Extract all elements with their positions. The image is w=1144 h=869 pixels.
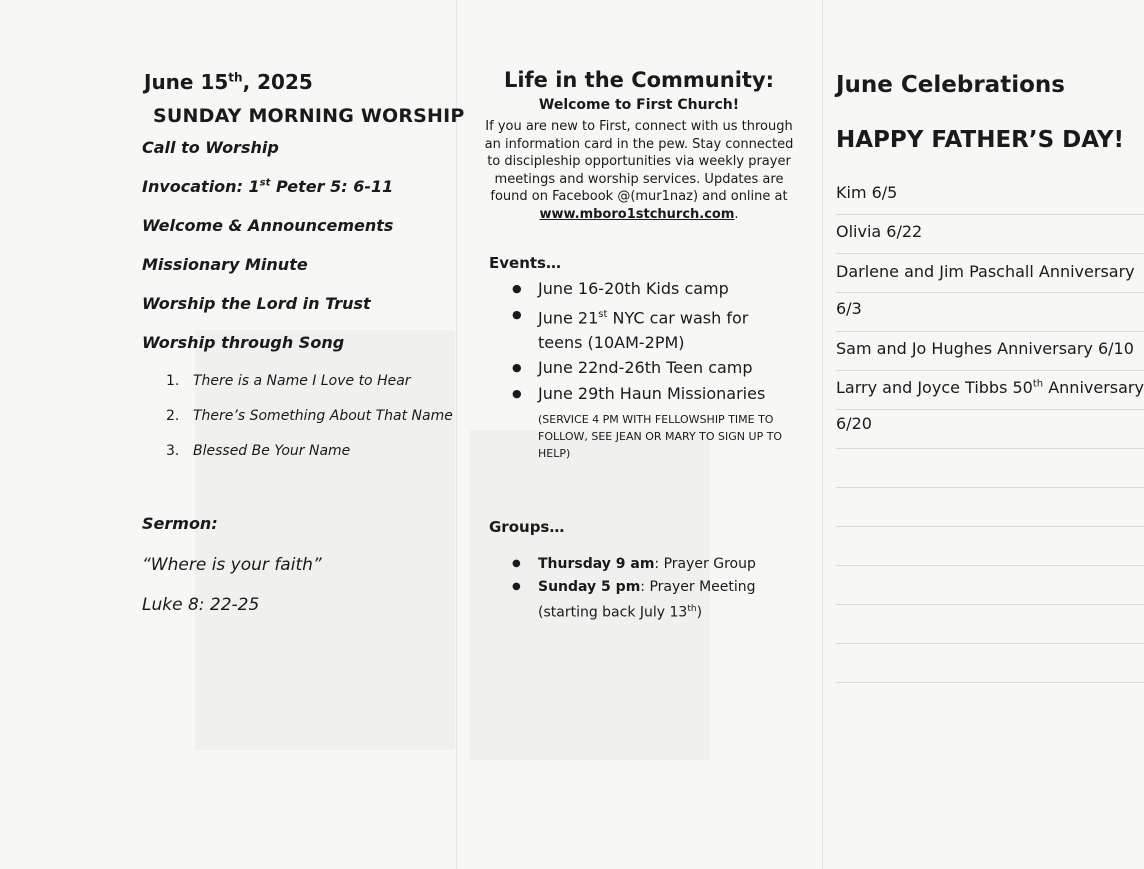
sermon-title: “Where is your faith” (142, 555, 322, 575)
song-heading: Worship through Song (142, 333, 345, 352)
celebration-item: Olivia 6/22 (836, 222, 923, 241)
event-item: ● June 21st NYC car wash for teens (10AM-2PM) (512, 302, 782, 355)
celebration-item: 6/20 (836, 414, 872, 433)
line-divider (836, 370, 1144, 371)
fathers-day-banner: HAPPY FATHER’S DAY! (836, 127, 1125, 153)
missionary-minute: Missionary Minute (142, 255, 308, 274)
worship-trust: Worship the Lord in Trust (142, 294, 371, 313)
line-divider (836, 214, 1144, 215)
invocation: Invocation: 1st Peter 5: 6-11 (142, 177, 394, 196)
bullet-icon: ● (512, 581, 521, 592)
celebration-item: Darlene and Jim Paschall Anniversary (836, 262, 1135, 281)
bullet-icon: ● (512, 558, 521, 569)
call-to-worship: Call to Worship (142, 138, 279, 157)
line-divider (836, 682, 1144, 683)
community-title: Life in the Community: (503, 68, 775, 92)
bleed-through-shadow (195, 330, 455, 750)
line-divider (836, 292, 1144, 293)
event-item: ● June 29th Haun Missionaries (512, 381, 782, 406)
celebration-item: Kim 6/5 (836, 183, 898, 202)
welcome-heading: Welcome to First Church! (538, 97, 740, 113)
groups-heading: Groups… (489, 518, 565, 536)
service-heading: SUNDAY MORNING WORSHIP (153, 105, 465, 127)
song-item: 2. There’s Something About That Name (166, 408, 453, 424)
line-divider (836, 487, 1144, 488)
event-item: ● June 16-20th Kids camp (512, 276, 782, 301)
celebration-item: Larry and Joyce Tibbs 50th Anniversary (836, 378, 1144, 397)
service-date: June 15th, 2025 (144, 70, 313, 94)
song-item: 1. There is a Name I Love to Hear (166, 373, 411, 389)
group-item: ● Thursday 9 am: Prayer Group (512, 553, 782, 575)
welcome-announcements: Welcome & Announcements (142, 216, 394, 235)
event-item: ● June 22nd-26th Teen camp (512, 355, 782, 380)
website-link[interactable]: www.mboro1stchurch.com (539, 206, 735, 222)
sermon-label: Sermon: (142, 514, 218, 533)
line-divider (836, 409, 1144, 410)
welcome-paragraph: If you are new to First, connect with us through an information card in the pew. Stay connected to discipleship opportunities via weekly prayer meetings and worship services. Updates are found on Facebook @(mur1naz) and online at www.mboro1stchurch.com. (484, 119, 794, 222)
bullet-icon: ● (512, 308, 522, 321)
group-item: ● Sunday 5 pm: Prayer Meeting (starting back July 13th) (512, 576, 782, 624)
panel-fold (822, 0, 823, 869)
event-note: (SERVICE 4 PM WITH FELLOWSHIP TIME TO FOLLOW, SEE JEAN OR MARY TO SIGN UP TO HELP) (538, 413, 783, 460)
line-divider (836, 604, 1144, 605)
line-divider (836, 526, 1144, 527)
celebration-item: Sam and Jo Hughes Anniversary 6/10 (836, 339, 1134, 358)
line-divider (836, 448, 1144, 449)
line-divider (836, 565, 1144, 566)
line-divider (836, 643, 1144, 644)
bullet-icon: ● (512, 387, 522, 400)
celebrations-title: June Celebrations (836, 72, 1065, 98)
bullet-icon: ● (512, 282, 522, 295)
song-item: 3. Blessed Be Your Name (166, 443, 351, 459)
line-divider (836, 253, 1144, 254)
celebration-item: 6/3 (836, 299, 862, 318)
events-heading: Events… (489, 254, 561, 272)
sermon-reference: Luke 8: 22-25 (142, 595, 260, 615)
line-divider (836, 331, 1144, 332)
panel-fold (456, 0, 457, 869)
bullet-icon: ● (512, 361, 522, 374)
